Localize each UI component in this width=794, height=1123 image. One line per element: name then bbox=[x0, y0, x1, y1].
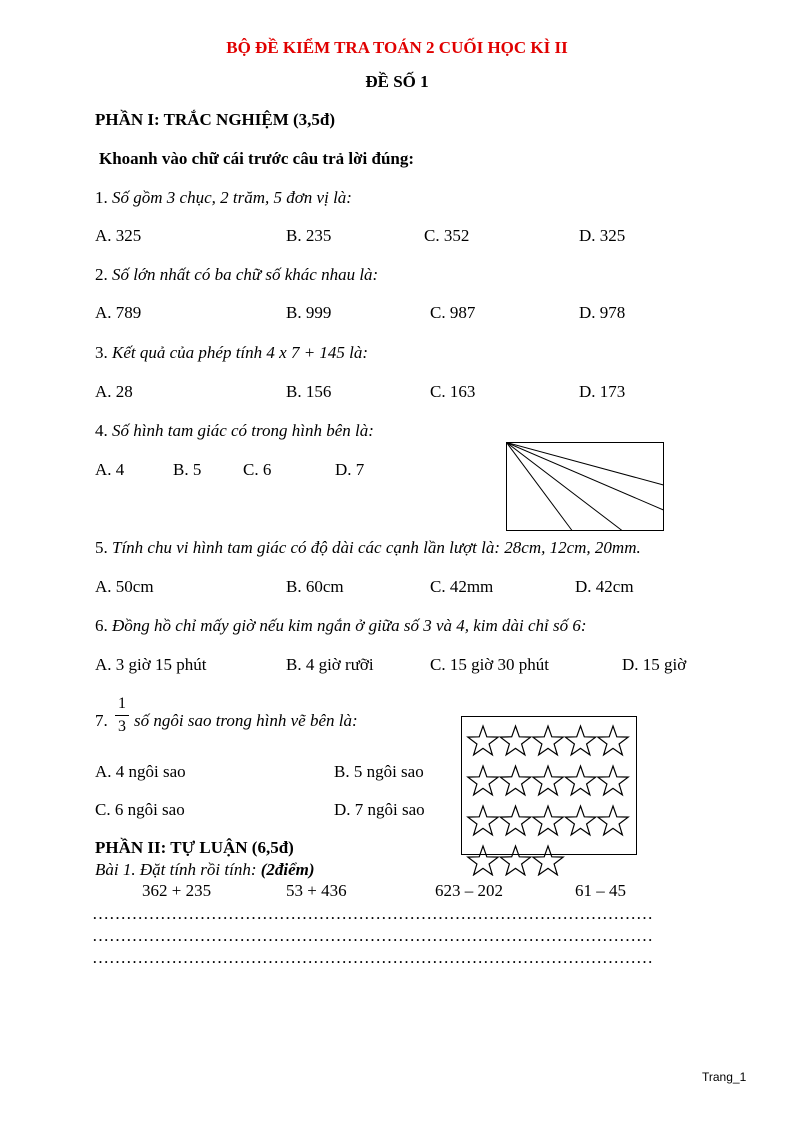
star-icon bbox=[500, 806, 530, 835]
q5-option-b: B. 60cm bbox=[286, 577, 344, 596]
expression-3: 623 – 202 bbox=[435, 881, 503, 900]
star-icon bbox=[565, 806, 595, 835]
q3-option-b: B. 156 bbox=[286, 382, 332, 401]
expression-2: 53 + 436 bbox=[286, 881, 347, 900]
star-icon bbox=[533, 726, 563, 755]
star-icon bbox=[598, 806, 628, 835]
star-icon bbox=[533, 846, 563, 875]
star-icon bbox=[500, 726, 530, 755]
question-5: 5. Tính chu vi hình tam giác có độ dài các cạnh lần lượt là: 28cm, 12cm, 20mm. bbox=[95, 538, 641, 557]
q4-option-a: A. 4 bbox=[95, 460, 125, 479]
star-icon bbox=[500, 846, 530, 875]
page-footer: Trang_1 bbox=[702, 1070, 747, 1084]
expression-4: 61 – 45 bbox=[575, 881, 626, 900]
q7-option-b: B. 5 ngôi sao bbox=[334, 762, 424, 781]
star-icon bbox=[533, 806, 563, 835]
q1-option-a: A. 325 bbox=[95, 226, 142, 245]
question-7-number: 7. bbox=[95, 711, 108, 730]
question-4: 4. Số hình tam giác có trong hình bên là: bbox=[95, 421, 374, 440]
star-icon bbox=[565, 726, 595, 755]
star-icon bbox=[533, 766, 563, 795]
question-6: 6. Đồng hồ chỉ mấy giờ nếu kim ngắn ở giữa số 3 và 4, kim dài chỉ số 6: bbox=[95, 616, 587, 635]
instruction: Khoanh vào chữ cái trước câu trả lời đúng: bbox=[99, 149, 415, 168]
q1-option-d: D. 325 bbox=[579, 226, 626, 245]
doc-subtitle: ĐỀ SỐ 1 bbox=[365, 72, 429, 91]
q7-option-c: C. 6 ngôi sao bbox=[95, 800, 185, 819]
q1-option-b: B. 235 bbox=[286, 226, 332, 245]
fraction-denominator: 3 bbox=[118, 718, 126, 735]
star-figure bbox=[458, 716, 640, 876]
doc-title: BỘ ĐỀ KIỂM TRA TOÁN 2 CUỐI HỌC KÌ II bbox=[226, 38, 568, 57]
q2-option-c: C. 987 bbox=[430, 303, 476, 322]
question-3: 3. Kết quả của phép tính 4 x 7 + 145 là: bbox=[95, 343, 369, 362]
star-icon bbox=[565, 766, 595, 795]
part1-heading: PHẦN I: TRẮC NGHIỆM (3,5đ) bbox=[95, 110, 336, 129]
q5-option-c: C. 42mm bbox=[430, 577, 494, 596]
q4-option-d: D. 7 bbox=[335, 460, 365, 479]
answer-dotted-line-2: ……………………………………………………………………………………… bbox=[92, 926, 653, 945]
q1-option-c: C. 352 bbox=[424, 226, 470, 245]
answer-dotted-line-3: ……………………………………………………………………………………… bbox=[92, 948, 653, 967]
star-icon bbox=[500, 766, 530, 795]
star-icon bbox=[468, 726, 498, 755]
star-icon bbox=[598, 766, 628, 795]
q7-option-d: D. 7 ngôi sao bbox=[334, 800, 425, 819]
star-icon bbox=[598, 726, 628, 755]
q6-option-a: A. 3 giờ 15 phút bbox=[95, 655, 207, 674]
q4-option-c: C. 6 bbox=[243, 460, 272, 479]
fraction-numerator: 1 bbox=[118, 695, 126, 712]
q7-option-a: A. 4 ngôi sao bbox=[95, 762, 186, 781]
question-1: 1. Số gồm 3 chục, 2 trăm, 5 đơn vị là: bbox=[95, 188, 352, 207]
q6-option-b: B. 4 giờ rưỡi bbox=[286, 655, 374, 674]
q3-option-a: A. 28 bbox=[95, 382, 133, 401]
triangle-figure bbox=[504, 440, 666, 534]
q2-option-d: D. 978 bbox=[579, 303, 626, 322]
question-7-text: số ngôi sao trong hình vẽ bên là: bbox=[134, 711, 358, 730]
q6-option-c: C. 15 giờ 30 phút bbox=[430, 655, 550, 674]
answer-dotted-line-1: ……………………………………………………………………………………… bbox=[92, 904, 653, 923]
star-icon bbox=[468, 766, 498, 795]
bai1-title: Bài 1. Đặt tính rồi tính: (2điểm) bbox=[95, 860, 315, 879]
q5-option-d: D. 42cm bbox=[575, 577, 634, 596]
q3-option-d: D. 173 bbox=[579, 382, 626, 401]
fraction-one-third bbox=[115, 694, 129, 737]
q5-option-a: A. 50cm bbox=[95, 577, 154, 596]
q2-option-b: B. 999 bbox=[286, 303, 332, 322]
q4-option-b: B. 5 bbox=[173, 460, 202, 479]
question-2: 2. Số lớn nhất có ba chữ số khác nhau là: bbox=[95, 265, 379, 284]
part2-heading: PHẦN II: TỰ LUẬN (6,5đ) bbox=[95, 838, 294, 857]
q3-option-c: C. 163 bbox=[430, 382, 476, 401]
star-icon bbox=[468, 806, 498, 835]
expression-1: 362 + 235 bbox=[142, 881, 212, 900]
star-icon bbox=[468, 846, 498, 875]
q2-option-a: A. 789 bbox=[95, 303, 142, 322]
q6-option-d: D. 15 giờ bbox=[622, 655, 687, 674]
